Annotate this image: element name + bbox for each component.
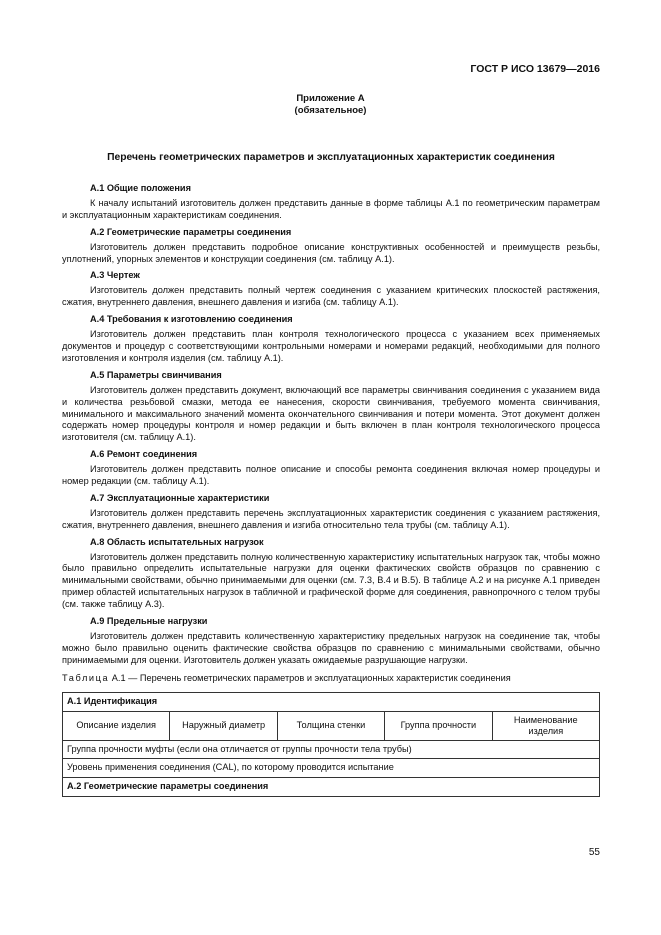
section-heading: А.3 Чертеж — [90, 270, 140, 281]
table-row — [63, 778, 600, 797]
section-text: Изготовитель должен представить полный чертеж соединения с указанием критических плоскостей растяжения, сжатия, внутреннего давления, внешнего давления и изгиба (см. таблицу А.1). — [62, 285, 600, 308]
section-text: Изготовитель должен представить план контроля технологического процесса с указанием всех применяемых документов и процедур с соответствующими контрольными номерами и номерами редакций, необходимыми для полного изготовления и контроля изделия (см. таблицу А.1). — [62, 329, 600, 363]
section-a9 — [62, 616, 600, 667]
section-a8 — [62, 537, 600, 611]
section-a2 — [62, 227, 600, 266]
section-heading: А.8 Область испытательных нагрузок — [90, 536, 264, 547]
section-heading: А.6 Ремонт соединения — [90, 449, 198, 460]
section-text: К началу испытаний изготовитель должен представить данные в форме таблицы А.1 по геометрическим параметрам и эксплуатационным характеристикам соединения. — [62, 197, 600, 220]
table-caption-label: Таблица — [62, 672, 110, 683]
section-text: Изготовитель должен представить перечень эксплуатационных характеристик соединения с указанием растяжения, сжатия, внутреннего давления, внешнего давления и изгиба относительно тела трубы (см. таблицу А.1). — [62, 507, 600, 530]
section-text: Изготовитель должен представить подробное описание конструктивных особенностей и преимуществ резьбы, уплотнений, упорных элементов и конструкции соединения (см. таблицу А.1). — [62, 241, 600, 264]
section-a5 — [62, 370, 600, 444]
table-header-row — [63, 711, 600, 740]
column-header: Наружный диаметр — [170, 711, 277, 740]
table-row — [63, 759, 600, 778]
column-header: Описание изделия — [63, 711, 170, 740]
appendix-heading — [0, 93, 661, 117]
main-title: Перечень геометрических параметров и эксплуатационных характеристик соединения — [107, 152, 555, 163]
section-a3 — [62, 270, 600, 309]
document-body — [62, 183, 600, 797]
column-header: Толщина стенки — [277, 711, 384, 740]
page-number: 55 — [588, 847, 600, 858]
table-section-header: А.1 Идентификация — [63, 692, 600, 711]
section-a1 — [62, 183, 600, 222]
table-cell: Группа прочности муфты (если она отличается от группы прочности тела трубы) — [63, 740, 600, 759]
table-caption-text: А.1 — Перечень геометрических параметров и эксплуатационных характеристик соединения — [109, 672, 511, 683]
section-heading: А.1 Общие положения — [90, 183, 191, 193]
appendix-subtitle: (обязательное) — [294, 105, 367, 116]
table-row — [63, 692, 600, 711]
section-text: Изготовитель должен представить документ, включающий все параметры свинчивания соединения с указанием вида и количества резьбовой смазки, метода ее нанесения, скорости свинчивания, требуемого момента свинчивания, минимального и максимального значений момента окончательного свинчивания и потери момента. Этот документ должен содержать номер процедуры контроля и номер редакции и быть включен в план контроля технологического процесса изготовителя (см. таблицу А.1). — [62, 384, 600, 443]
section-heading: А.2 Геометрические параметры соединения — [90, 226, 292, 237]
section-heading: А.5 Параметры свинчивания — [90, 369, 222, 380]
table-cell: Уровень применения соединения (CAL), по которому проводится испытание — [63, 759, 600, 778]
table-row — [63, 740, 600, 759]
section-text: Изготовитель должен представить полное описание и способы ремонта соединения включая номер процедуры и номер редакции (см. таблицу А.1). — [62, 464, 600, 487]
section-heading: А.7 Эксплуатационные характеристики — [90, 492, 270, 503]
section-heading: А.9 Предельные нагрузки — [90, 616, 208, 627]
document-header: ГОСТ Р ИСО 13679—2016 — [470, 63, 600, 75]
appendix-title: Приложение А — [296, 93, 365, 104]
parameters-table — [62, 692, 600, 798]
section-a6 — [62, 449, 600, 488]
section-heading: А.4 Требования к изготовлению соединения — [90, 314, 293, 325]
section-a7 — [62, 493, 600, 532]
table-caption — [62, 673, 600, 685]
section-text: Изготовитель должен представить полную количественную характеристику испытательных нагрузок так, чтобы можно было правильно определить испытательные нагрузки для оценки фактических свойств образцов по сравнению с минимальными свойствами, обычно принимаемыми для оценки (см. 7.3, В.4 и В.5). В таблице А.2 и на рисунке А.1 приведен пример областей испытательных нагрузок в табличной и графической форме для соединения, равнопрочного с телом трубы (см. также таблицу А.3). — [62, 551, 600, 610]
column-header: Группа прочности — [385, 711, 492, 740]
section-text: Изготовитель должен представить количественную характеристику предельных нагрузок на соединение так, чтобы можно было правильно оценить фактические свойства образцов по сравнению с минимальными свойствами, обычно принимаемыми для оценки. Изготовитель должен указать ожидаемые разрушающие нагрузки. — [62, 631, 600, 665]
table-section-header: А.2 Геометрические параметры соединения — [63, 778, 600, 797]
section-a4 — [62, 314, 600, 365]
column-header: Наименование изделия — [492, 711, 599, 740]
